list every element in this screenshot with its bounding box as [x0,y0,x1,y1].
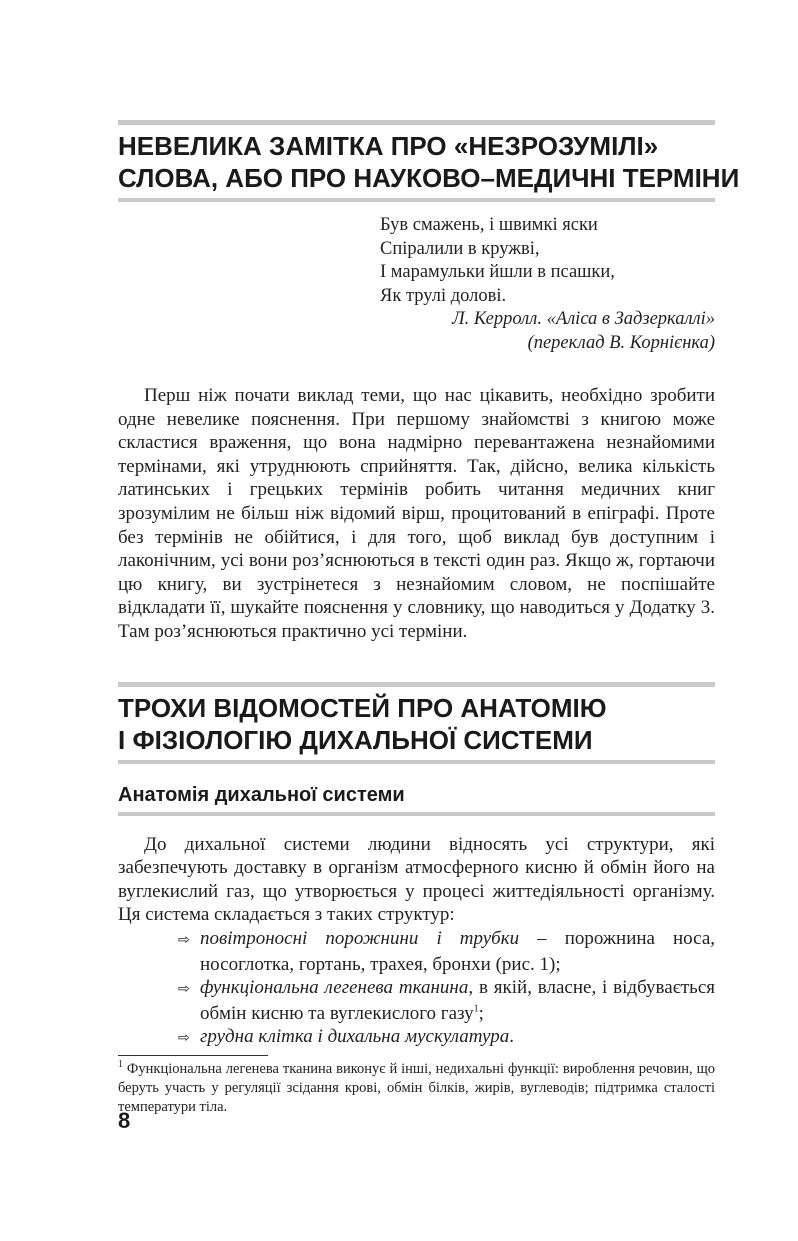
epigraph-translator: (переклад В. Корнієнка) [527,332,715,353]
list-item-text-after: ; [478,1002,484,1024]
section2-title [118,687,715,760]
subsection-rule [118,812,715,816]
epigraph-line: Був смажень, і швимкі яски [380,215,598,235]
epigraph-line: Спіралили в кружві, [380,238,540,259]
arrow-right-outline-icon: ⇨ [178,981,190,998]
footnote-ref: 1 [473,1003,479,1015]
footnote-mark: 1 [118,1059,123,1071]
subsection-title: Анатомія дихальної системи [118,783,405,806]
list-item-term: повітроносні порожнини і трубки [200,927,520,949]
footnote [118,1060,715,1117]
footnote-text: Функціональна легенева тканина виконує й інші, недихальні функції: вироблення речовин, що беруть участь у регуляції зсідання крові, обмін білків, жирів, вуглеводів; підтримка сталості температури тіла. [118,1060,715,1115]
arrow-right-outline-icon: ⇨ [178,931,190,948]
section1-bottom-rule [118,198,715,202]
section2-title-line1: ТРОХИ ВІДОМОСТЕЙ ПРО АНАТОМІЮ [118,692,607,723]
page-content [118,120,740,1117]
epigraph-author: Л. Керролл. «Аліса в Задзеркаллі» [452,309,715,329]
intro-paragraph: Перш ніж почати виклад теми, що нас цікавить, необхідно зробити одне невелике пояснення. При першому знайомстві з книгою може скластися враження, що вона надмірно перевантажена незнайомими термінами, які утруднюють сприйняття. Так, дійсно, велика кількість латинських і грецьких термінів робить читання медичних книг зрозумілим не більш ніж відомий вірш, процитований в епіграфі. Проте без термінів не обійтися, і для того, щоб виклад був доступним і лаконічним, усі вони роз’яснюються в тексті один раз. Якщо ж, гортаючи цю книгу, ви зустрінетеся з незнайомим словом, не поспішайте відкладати її, шукайте пояснення у словнику, що наводиться у Додатку 3. Там роз’яснюються практично усі терміни. [118,385,715,642]
epigraph-line: І марамульки йшли в псашки, [380,262,615,282]
list-item-text: , в якій, власне, і відбувається обмін кисню та вуглекислого газу [200,977,715,1024]
anatomy-paragraph: До дихальної системи людини відносять усі структури, які забезпечують доставку в організм атмосферного кисню й обмін його на вуглекислий газ, що утворюється у процесі життедіяльності організму. Ця система складається з таких структур: [118,833,715,926]
section1-title [118,125,740,198]
footnote-rule [118,1055,268,1056]
list-item-text: . [509,1026,514,1048]
epigraph [380,214,715,355]
list-item-text: – порожнина носа, носоглотка, гортань, трахея, бронхи (рис. 1); [200,927,715,975]
epigraph-line: Як трулі долові. [380,285,507,306]
section1-title-line2: СЛОВА, АБО ПРО НАУКОВО–МЕДИЧНІ ТЕРМІНИ [118,163,740,193]
list-item [118,976,715,1025]
page-number: 8 [118,1108,131,1133]
list-item [118,927,715,976]
arrow-right-outline-icon: ⇨ [178,1030,190,1047]
section1-title-line1: НЕВЕЛИКА ЗАМІТКА ПРО «НЕЗРОЗУМІЛІ» [118,131,659,161]
structure-list [118,927,715,1051]
list-item-term: функціональна легенева тканина [200,977,469,999]
list-item-term: грудна клітка і дихальна мускулатура [200,1026,510,1048]
list-item [118,1025,715,1051]
section2-title-line2: І ФІЗІОЛОГІЮ ДИХАЛЬНОЇ СИСТЕМИ [118,724,593,755]
